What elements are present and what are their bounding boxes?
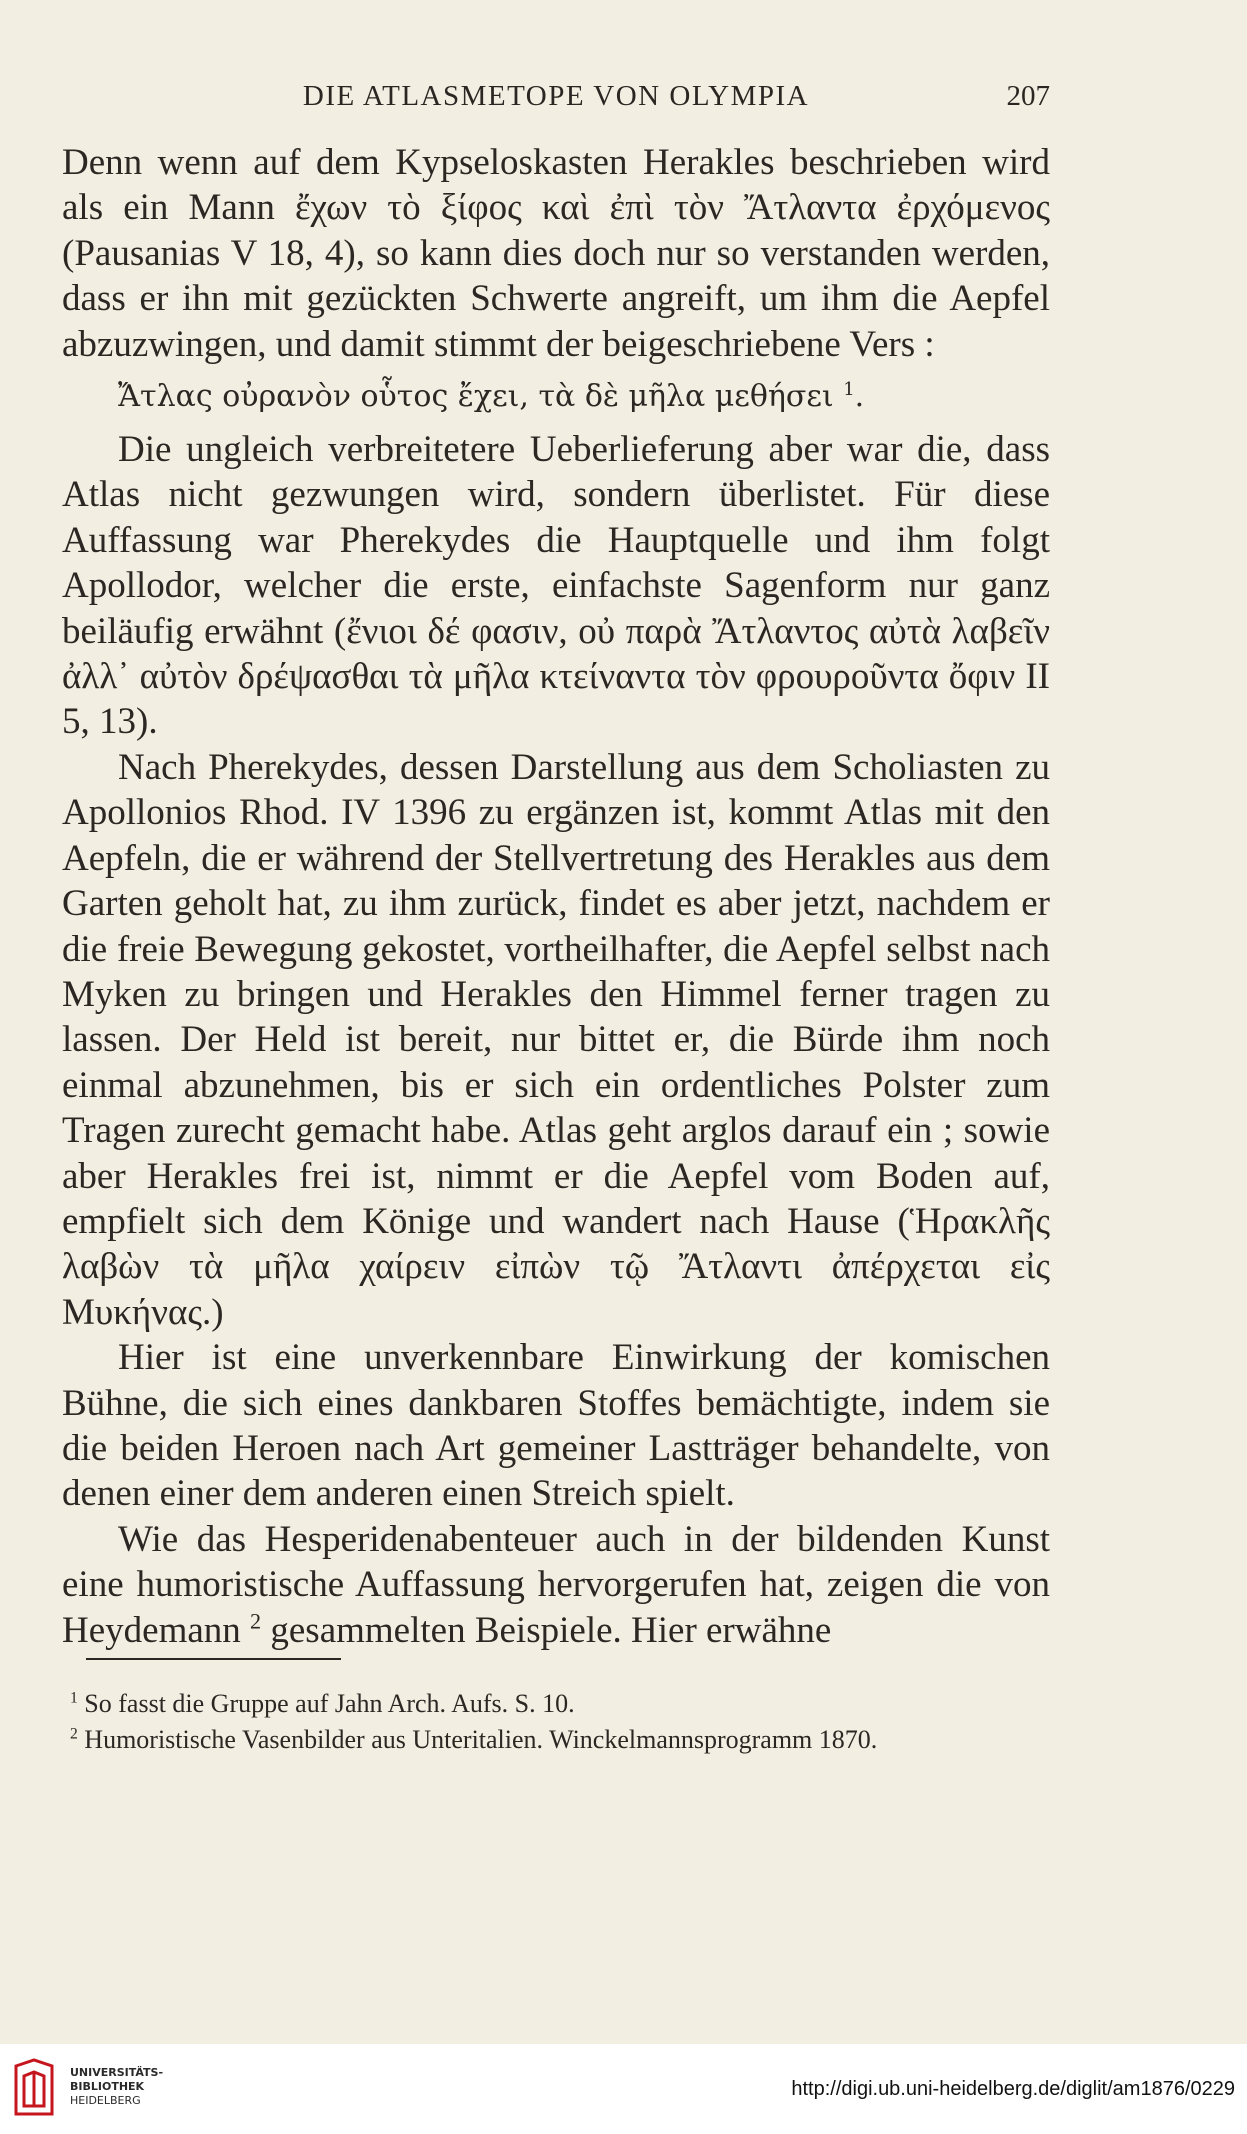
footnote-text: So fasst die Gruppe auf Jahn Arch. Aufs. S. 10. bbox=[84, 1689, 575, 1718]
footnote-2 bbox=[62, 1722, 1050, 1758]
paragraph-1: Denn wenn auf dem Kypseloskasten Herakles beschrieben wird als ein Mann ἔχων τὸ ξίφος καὶ ἐπὶ τὸν Ἄτλαντα ἐρχόμενος (Pausanias V 18, 4), so kann dies doch nur so verstanden werden, dass er ihn mit gezückten Schwerte angreift, um ihm die Aepfel abzuzwingen, und damit stimmt der beigeschriebene Vers : bbox=[62, 142, 1050, 365]
library-name-line-2: BIBLIOTHEK bbox=[70, 2080, 145, 2093]
footnote-mark: 1 bbox=[70, 1689, 78, 1707]
digitization-footer bbox=[0, 2044, 1247, 2134]
paragraph-3: Nach Pherekydes, dessen Darstellung aus dem Scholiasten zu Apollonios Rhod. IV 1396 zu ergänzen ist, kommt Atlas mit den Aepfeln, die er während der Stellvertretung des Herakles aus dem Garten geholt hat, zu ihm zurück, findet es aber jetzt, nachdem er die freie Bewegung gekostet, vortheilhafter, die Aepfel selbst nach Myken zu bringen und Herakles den Himmel ferner tragen zu lassen. Der Held ist bereit, nur bittet er, die Bürde ihm noch einmal abzunehmen, bis er sich ein ordentliches Polster zum Tragen zurecht gemacht habe. Atlas geht arglos darauf ein ; sowie aber Herakles frei ist, nimmt er die Aepfel vom Boden auf, empfielt sich dem Könige und wandert nach Hause (Ἡρακλῆς λαβὼν τὰ μῆλα χαίρειν εἰπὼν τῷ Ἄτλαντι ἀπέρχεται εἰς Μυκήνας.) bbox=[62, 746, 1050, 1333]
footnote-ref-1: 1 bbox=[843, 379, 855, 401]
footnote-ref-2: 2 bbox=[250, 1608, 262, 1634]
paragraph-5-start: Wie das Hesperidenabenteuer auch in der bildenden Kunst eine humoristische Auffassung hervorgerufen hat, zeigen die von Heydemann bbox=[62, 1518, 1050, 1651]
footnote-divider bbox=[86, 1658, 341, 1660]
main-text bbox=[62, 140, 1050, 1653]
footnotes bbox=[62, 1686, 1050, 1758]
library-name-line-1: UNIVERSITÄTS- bbox=[70, 2066, 164, 2079]
verse-end: . bbox=[854, 379, 865, 415]
page-header bbox=[62, 80, 1050, 124]
footnote-mark: 2 bbox=[70, 1725, 78, 1743]
verse-quote bbox=[62, 367, 1050, 427]
paragraph-5-end: gesammelten Beispiele. Hier erwähne bbox=[261, 1609, 832, 1651]
source-url-link[interactable]: http://digi.ub.uni-heidelberg.de/diglit/am1876/0229 bbox=[791, 2078, 1235, 2100]
paragraph-5 bbox=[62, 1517, 1050, 1653]
paragraph-2: Die ungleich verbreitetere Ueberlieferung aber war die, dass Atlas nicht gezwungen wird, sondern überlistet. Für diese Auffassung war Pherekydes die Hauptquelle und ihm folgt Apollodor, welcher die erste, einfachste Sagenform nur ganz beiläufig erwähnt (ἔνιοι δέ φασιν, οὐ παρὰ Ἄτλαντος αὐτὰ λαβεῖν ἀλλ᾽ αὐτὸν δρέψασθαι τὰ μῆλα κτείναντα τὸν φρουροῦντα ὄφιν II 5, 13). bbox=[62, 429, 1050, 743]
page-number: 207 bbox=[1006, 80, 1050, 112]
library-name bbox=[70, 2066, 163, 2108]
running-title: DIE ATLASMETOPE VON OLYMPIA bbox=[302, 80, 810, 112]
verse-text: Ἄτλας οὐρανὸν οὗτος ἔχει, τὰ δὲ μῆλα μεθήσει bbox=[118, 379, 834, 415]
footnote-1 bbox=[62, 1686, 1050, 1722]
library-logo-icon bbox=[12, 2058, 56, 2116]
library-name-line-3: HEIDELBERG bbox=[70, 2094, 141, 2107]
footnote-text: Humoristische Vasenbilder aus Unteritalien. Winckelmannsprogramm 1870. bbox=[84, 1725, 878, 1754]
paragraph-4: Hier ist eine unverkennbare Einwirkung der komischen Bühne, die sich eines dankbaren Stoffes bemächtigte, indem sie die beiden Heroen nach Art gemeiner Lastträger behandelte, von denen einer dem anderen einen Streich spielt. bbox=[62, 1337, 1050, 1515]
